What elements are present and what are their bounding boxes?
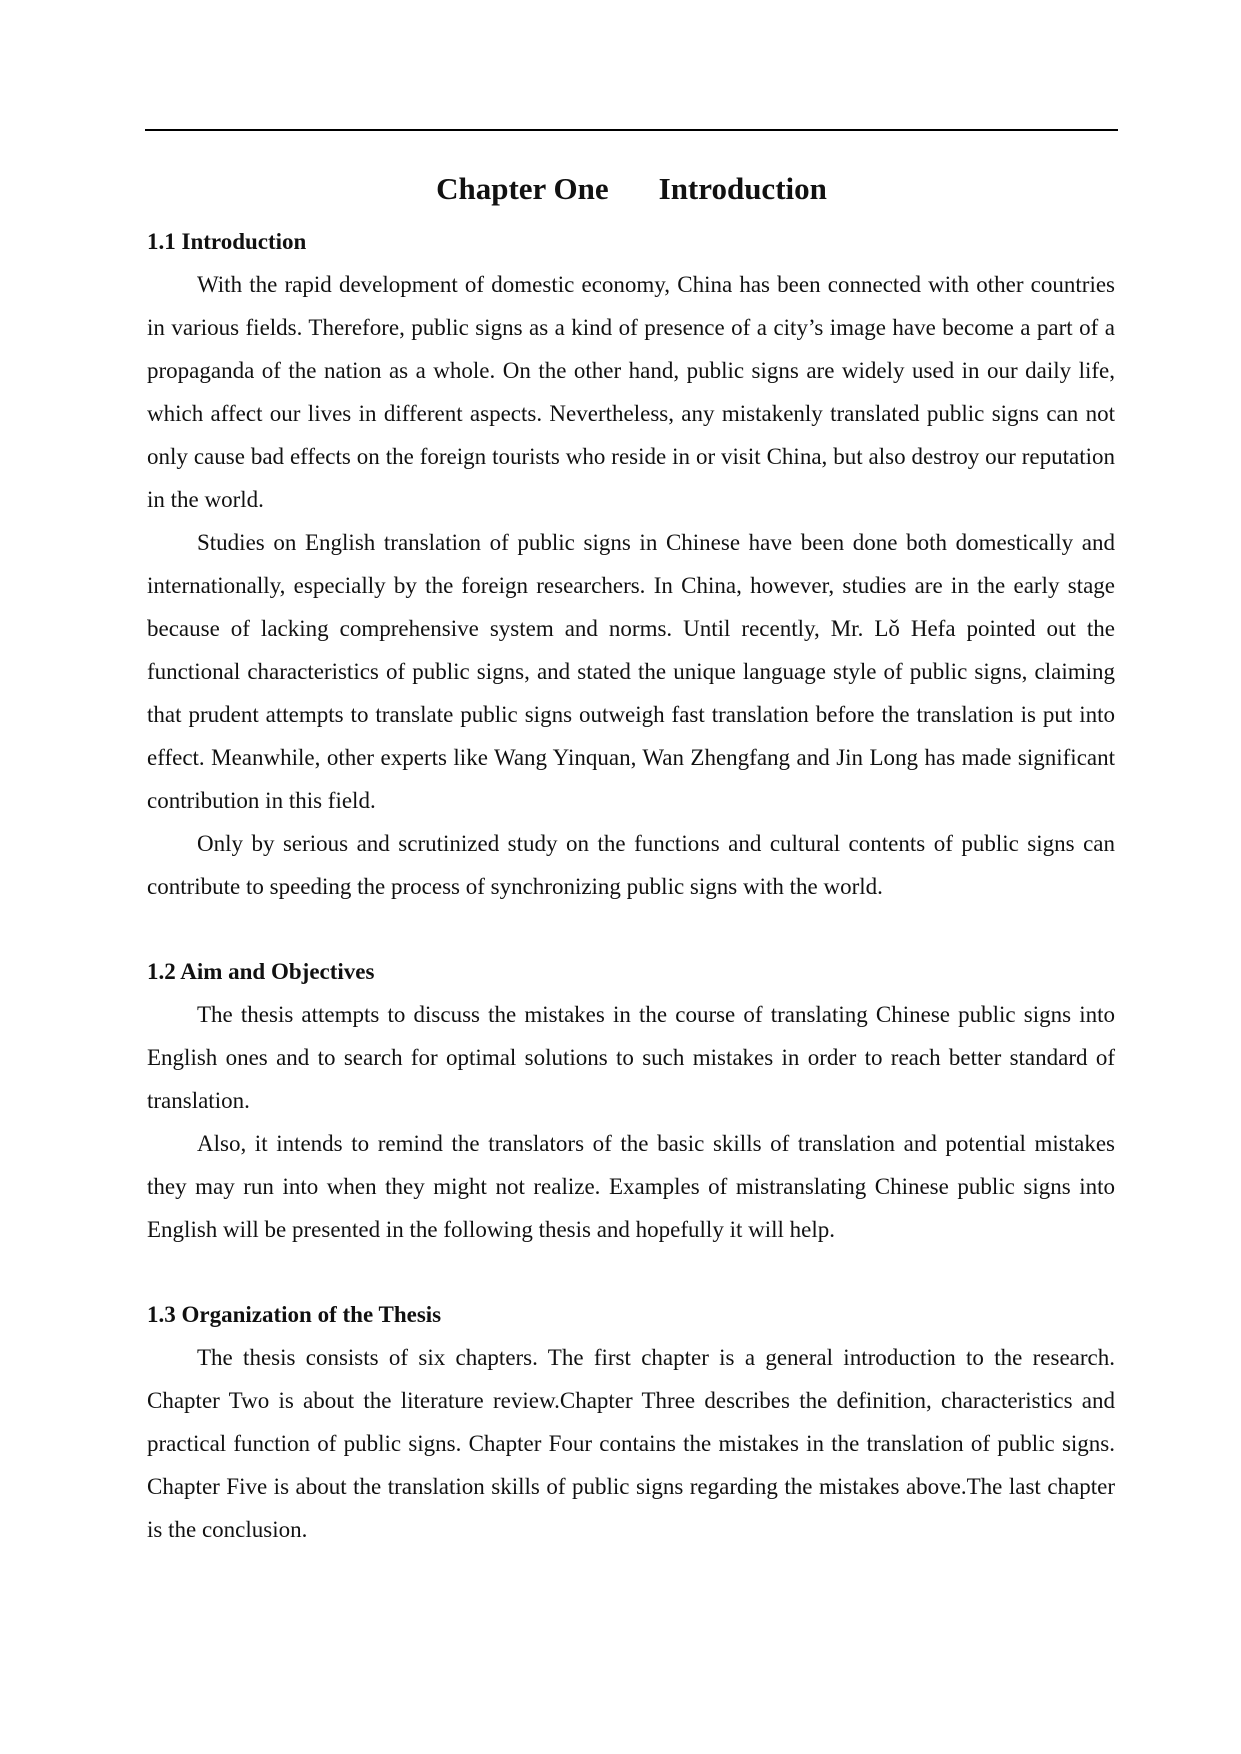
section-organization [147, 1293, 1115, 1551]
header-rule [145, 129, 1118, 131]
section-heading: 1.2 Aim and Objectives [147, 959, 375, 984]
paragraph: Also, it intends to remind the translators of the basic skills of translation and potential mistakes they may run into when they might not realize. Examples of mistranslating Chinese public signs into English will be presented in the following thesis and hopefully it will help. [147, 1131, 1115, 1242]
chapter-name: Introduction [658, 170, 827, 206]
section-aim-and-objectives [147, 950, 1115, 1251]
chapter-label: Chapter One [436, 170, 609, 206]
paragraph: The thesis attempts to discuss the mistakes in the course of translating Chinese public signs into English ones and to search for optimal solutions to such mistakes in order to reach better standard of translation. [147, 1002, 1115, 1113]
chapter-title [145, 169, 1118, 209]
section-heading: 1.1 Introduction [147, 229, 307, 254]
section-introduction [147, 220, 1115, 908]
paragraph: The thesis consists of six chapters. The first chapter is a general introduction to the research. Chapter Two is about the literature review.Chapter Three describes the definition, characteristics and practical function of public signs. Chapter Four contains the mistakes in the translation of public signs. Chapter Five is about the translation skills of public signs regarding the mistakes above.The last chapter is the conclusion. [147, 1345, 1115, 1542]
body-content [147, 220, 1115, 1551]
paragraph: Only by serious and scrutinized study on the functions and cultural contents of public signs can contribute to speeding the process of synchronizing public signs with the world. [147, 831, 1115, 899]
paragraph: Studies on English translation of public signs in Chinese have been done both domestically and internationally, especially by the foreign researchers. In China, however, studies are in the early stage because of lacking comprehensive system and norms. Until recently, Mr. Lǒ Hefa pointed out the functional characteristics of public signs, and stated the unique language style of public signs, claiming that prudent attempts to translate public signs outweigh fast translation before the translation is put into effect. Meanwhile, other experts like Wang Yinquan, Wan Zhengfang and Jin Long has made significant contribution in this field. [147, 530, 1115, 813]
paragraph: With the rapid development of domestic economy, China has been connected with other countries in various fields. Therefore, public signs as a kind of presence of a city’s image have become a part of a propaganda of the nation as a whole. On the other hand, public signs are widely used in our daily life, which affect our lives in different aspects. Nevertheless, any mistakenly translated public signs can not only cause bad effects on the foreign tourists who reside in or visit China, but also destroy our reputation in the world. [147, 272, 1115, 512]
section-heading: 1.3 Organization of the Thesis [147, 1302, 442, 1327]
